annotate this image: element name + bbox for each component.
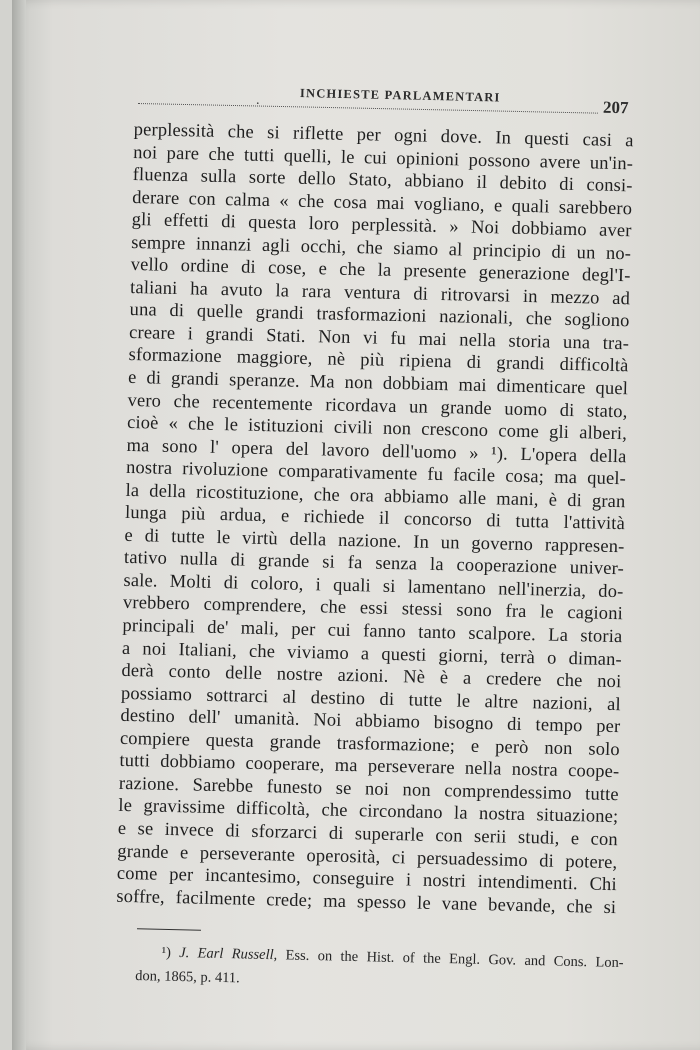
text-line: principali de' mali, per cui fanno tanto scalpore. La storia — [122, 615, 623, 648]
text-line: vello ordine di cose, e che la presente generazione degl'I- — [130, 255, 631, 287]
text-line: razione. Sarebbe funesto se noi non comprendessimo tutte — [118, 773, 620, 806]
text-line: tativo nulla di grande si fa senza la cooperazione univer- — [123, 548, 625, 580]
text-line: derà conto delle nostre azioni. Nè è a credere che noi — [121, 660, 622, 693]
header-dot: . — [256, 93, 260, 108]
text-line: perplessità che si riflette per ogni dove. In questi casi a — [133, 119, 634, 152]
footnote-author: J. Earl Russell, — [179, 944, 278, 964]
text-line: e di grandi speranze. Ma non dobbiam mai dimenticare quel — [127, 367, 629, 400]
footnote-marker: ¹) — [161, 944, 172, 961]
text-line: compiere questa grande trasformazione; e però non solo — [119, 728, 621, 760]
text-line: e di tutte le virtù della nazione. In un governo rappresen- — [124, 525, 625, 558]
text-line: derare con calma « che cosa mai vogliano, e quali sarebbero — [131, 187, 633, 219]
running-title: INCHIESTE PARLAMENTARI — [299, 86, 501, 105]
text-line: possiamo sottrarci al destino di tutte le altre nazioni, al — [120, 683, 622, 715]
footnote-line-2: don, 1865, p. 411. — [135, 967, 240, 987]
text-line: lunga più ardua, e richiede il concorso di tutta l'attività — [124, 503, 626, 535]
text-line: destino dell' umanità. Noi abbiamo bisogno di tempo per — [120, 706, 621, 738]
text-line: ma sono l' opera del lavoro dell'uomo » ¹). L'opera della — [126, 435, 627, 467]
body-text — [116, 119, 634, 919]
text-line: sale. Molti di coloro, i quali si lamentano nell'inerzia, do- — [123, 570, 624, 603]
text-line: gli effetti di questa loro perplessità. » Noi dobbiamo aver — [131, 210, 632, 242]
page-gutter — [12, 0, 26, 1050]
text-line: le gravissime difficoltà, che circondano la nostra situazione; — [118, 796, 619, 828]
text-line: creare i grandi Stati. Non vi fu mai nella storia una tra- — [128, 322, 630, 355]
text-line: tutti dobbiamo cooperare, ma perseverare nella nostra coope- — [119, 751, 620, 783]
text-line: fluenza sulla sorte dello Stato, abbiano il debito di consi- — [132, 165, 633, 197]
text-line: cioè « che le istituzioni civili non crescono come gli alberi, — [126, 413, 628, 445]
footnote-reference: Ess. on the Hist. of the Engl. Gov. and Cons. Lon- — [285, 947, 624, 972]
text-line: soffre, facilmente crede; ma spesso le vane bevande, che si — [116, 886, 617, 918]
text-line: a noi Italiani, che viviamo a questi giorni, terrà o diman- — [121, 638, 623, 670]
text-line: taliani ha avuto la rara ventura di ritrovarsi in mezzo ad — [129, 277, 631, 310]
text-line: vrebbero comprendere, che essi stessi sono fra le cagioni — [122, 593, 624, 625]
text-line: sformazione maggiore, nè più ripiena di grandi difficoltà — [128, 345, 629, 377]
page-number: 207 — [602, 97, 629, 118]
text-line: noi pare che tutti quelli, le cui opinioni possono avere un'in- — [133, 142, 634, 174]
text-line: come per incantesimo, conseguire i nostri intendimenti. Chi — [116, 863, 617, 896]
text-line: sempre innanzi agli occhi, che siamo al principio di un no- — [130, 232, 632, 265]
text-line: una di quelle grandi trasformazioni nazionali, che sogliono — [129, 300, 630, 332]
text-line: nostra rivoluzione comparativamente fu facile cosa; ma quel- — [125, 458, 627, 490]
text-line: vero che recentemente ricordava un grande uomo di stato, — [127, 390, 628, 422]
text-line: e se invece di sforzarci di superarle con serii studi, e con — [117, 818, 618, 851]
text-line: la della ricostituzione, che ora abbiamo alle mani, è di gran — [125, 480, 626, 512]
text-line: grande e perseverante operosità, ci persuadessimo di potere, — [117, 841, 618, 873]
